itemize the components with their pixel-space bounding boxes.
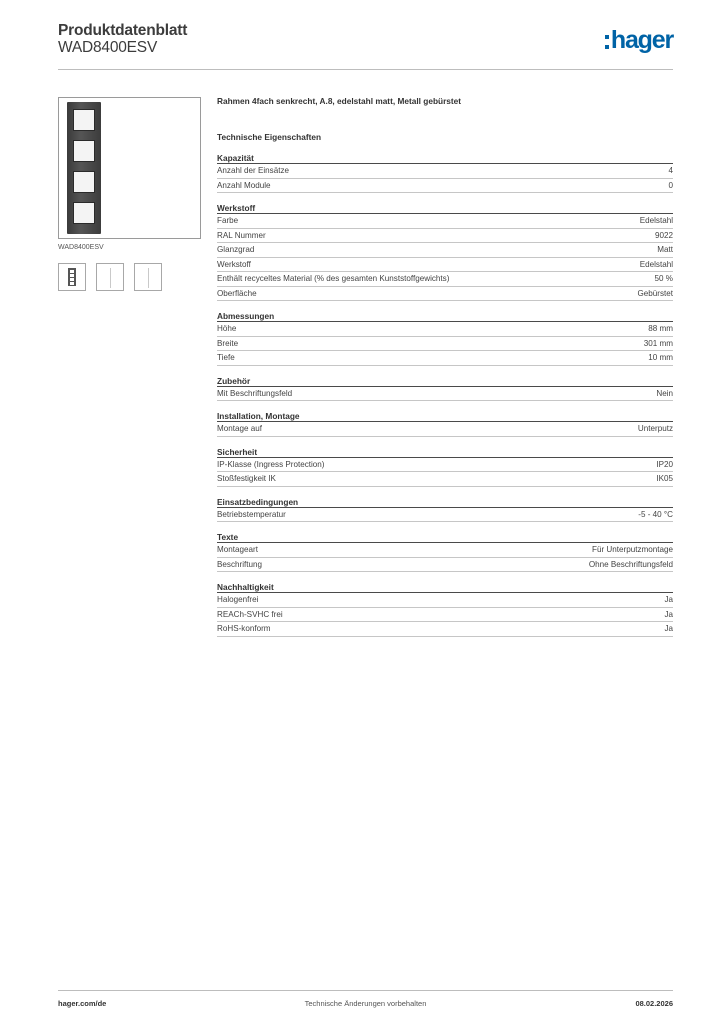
spec-section (217, 153, 673, 193)
frame-thumb-icon (68, 268, 76, 286)
spec-row (217, 508, 673, 523)
spec-label: Mit Beschriftungsfeld (217, 388, 293, 398)
spec-value: 10 mm (648, 353, 673, 362)
section-title: Kapazität (217, 153, 673, 164)
thumbnail-strip (58, 263, 162, 291)
spec-section (217, 203, 673, 301)
section-title: Sicherheit (217, 447, 673, 458)
spec-label: Montageart (217, 545, 258, 554)
frame-opening (73, 171, 95, 193)
spec-label: Beschriftung (217, 559, 262, 569)
spec-value: Unterputz (637, 424, 673, 433)
spec-value: Ohne Beschriftungsfeld (588, 559, 673, 569)
spec-row (217, 472, 673, 487)
spec-label: RAL Nummer (217, 230, 266, 240)
spec-label: Glanzgrad (217, 245, 255, 254)
spec-row (217, 272, 673, 287)
logo-text: hager (610, 26, 673, 54)
spec-label: Höhe (217, 324, 237, 333)
spec-label: Halogenfrei (217, 595, 259, 604)
spec-label: Anzahl der Einsätze (217, 166, 289, 175)
spec-value: 301 mm (643, 338, 673, 348)
spec-value: Ja (664, 609, 673, 619)
spec-value: Für Unterputzmontage (592, 545, 673, 554)
spec-row (217, 622, 673, 637)
frame-opening (73, 109, 95, 131)
section-title: Abmessungen (217, 311, 673, 322)
spec-row (217, 558, 673, 573)
spec-row (217, 243, 673, 258)
spec-value: Gebürstet (637, 288, 673, 298)
spec-value: 0 (668, 180, 673, 190)
spec-sections (217, 153, 673, 637)
spec-label: Oberfläche (217, 288, 257, 298)
frame-opening (73, 202, 95, 224)
spec-label: Enthält recyceltes Material (% des gesamten Kunststoffgewichts) (217, 274, 450, 283)
spec-label: REACh-SVHC frei (217, 609, 283, 619)
spec-label: Werkstoff (217, 259, 251, 269)
spec-label: Montage auf (217, 424, 262, 433)
section-title: Nachhaltigkeit (217, 582, 673, 593)
spec-row (217, 351, 673, 366)
image-caption: WAD8400ESV (58, 244, 104, 251)
spec-row (217, 214, 673, 229)
frame-opening (73, 140, 95, 162)
side-view-icon (110, 268, 111, 288)
spec-label: Anzahl Module (217, 180, 271, 190)
spec-value: Matt (657, 245, 673, 254)
section-title: Werkstoff (217, 203, 673, 214)
spec-label: Breite (217, 338, 239, 348)
spec-section (217, 582, 673, 637)
spec-label: Stoßfestigkeit IK (217, 474, 276, 483)
spec-row (217, 458, 673, 473)
footer-url[interactable]: hager.com/de (58, 999, 107, 1008)
spec-row (217, 387, 673, 402)
spec-value: Nein (656, 388, 673, 398)
section-title: Zubehör (217, 376, 673, 387)
spec-row (217, 164, 673, 179)
doc-title: Produktdatenblatt (58, 22, 188, 39)
footer-date: 08.02.2026 (635, 999, 673, 1008)
spec-value: Edelstahl (639, 259, 673, 269)
spec-section (217, 311, 673, 366)
spec-row (217, 593, 673, 608)
spec-label: Tiefe (217, 353, 235, 362)
spec-row (217, 322, 673, 337)
spec-section (217, 447, 673, 487)
spec-label: IP-Klasse (Ingress Protection) (217, 459, 325, 469)
tech-properties-title: Technische Eigenschaften (217, 132, 322, 142)
spec-row (217, 287, 673, 302)
logo-dots-icon (605, 35, 609, 49)
spec-row (217, 179, 673, 194)
product-code: WAD8400ESV (58, 39, 158, 56)
product-image (58, 97, 201, 239)
spec-value: Ja (664, 595, 673, 604)
spec-row (217, 229, 673, 244)
product-description: Rahmen 4fach senkrecht, A.8, edelstahl matt, Metall gebürstet (217, 96, 462, 106)
thumbnail-edge[interactable] (134, 263, 162, 291)
spec-row (217, 543, 673, 558)
spec-value: 9022 (654, 230, 673, 240)
spec-row (217, 608, 673, 623)
frame-4fach-icon (67, 102, 101, 234)
section-title: Texte (217, 532, 673, 543)
spec-content (217, 95, 673, 637)
spec-section (217, 497, 673, 523)
spec-value: 50 % (654, 274, 673, 283)
spec-label: Farbe (217, 216, 239, 225)
spec-label: RoHS-konform (217, 624, 271, 633)
spec-value: 4 (668, 166, 673, 175)
spec-value: Ja (664, 624, 673, 633)
edge-view-icon (148, 268, 149, 288)
section-title: Einsatzbedingungen (217, 497, 673, 508)
footer-note: Technische Änderungen vorbehalten (304, 999, 427, 1008)
spec-value: IP20 (656, 459, 673, 469)
page-header (58, 22, 673, 70)
spec-value: -5 - 40 °C (638, 509, 673, 519)
spec-section (217, 376, 673, 402)
spec-row (217, 337, 673, 352)
hager-logo[interactable] (605, 27, 673, 53)
thumbnail-front[interactable] (58, 263, 86, 291)
thumbnail-side[interactable] (96, 263, 124, 291)
spec-value: IK05 (656, 474, 673, 483)
spec-section (217, 532, 673, 572)
spec-row (217, 422, 673, 437)
spec-value: 88 mm (648, 324, 673, 333)
spec-row (217, 258, 673, 273)
spec-section (217, 411, 673, 437)
page-footer (58, 990, 673, 1010)
section-title: Installation, Montage (217, 411, 673, 422)
spec-label: Betriebstemperatur (217, 509, 286, 519)
spec-value: Edelstahl (639, 216, 673, 225)
